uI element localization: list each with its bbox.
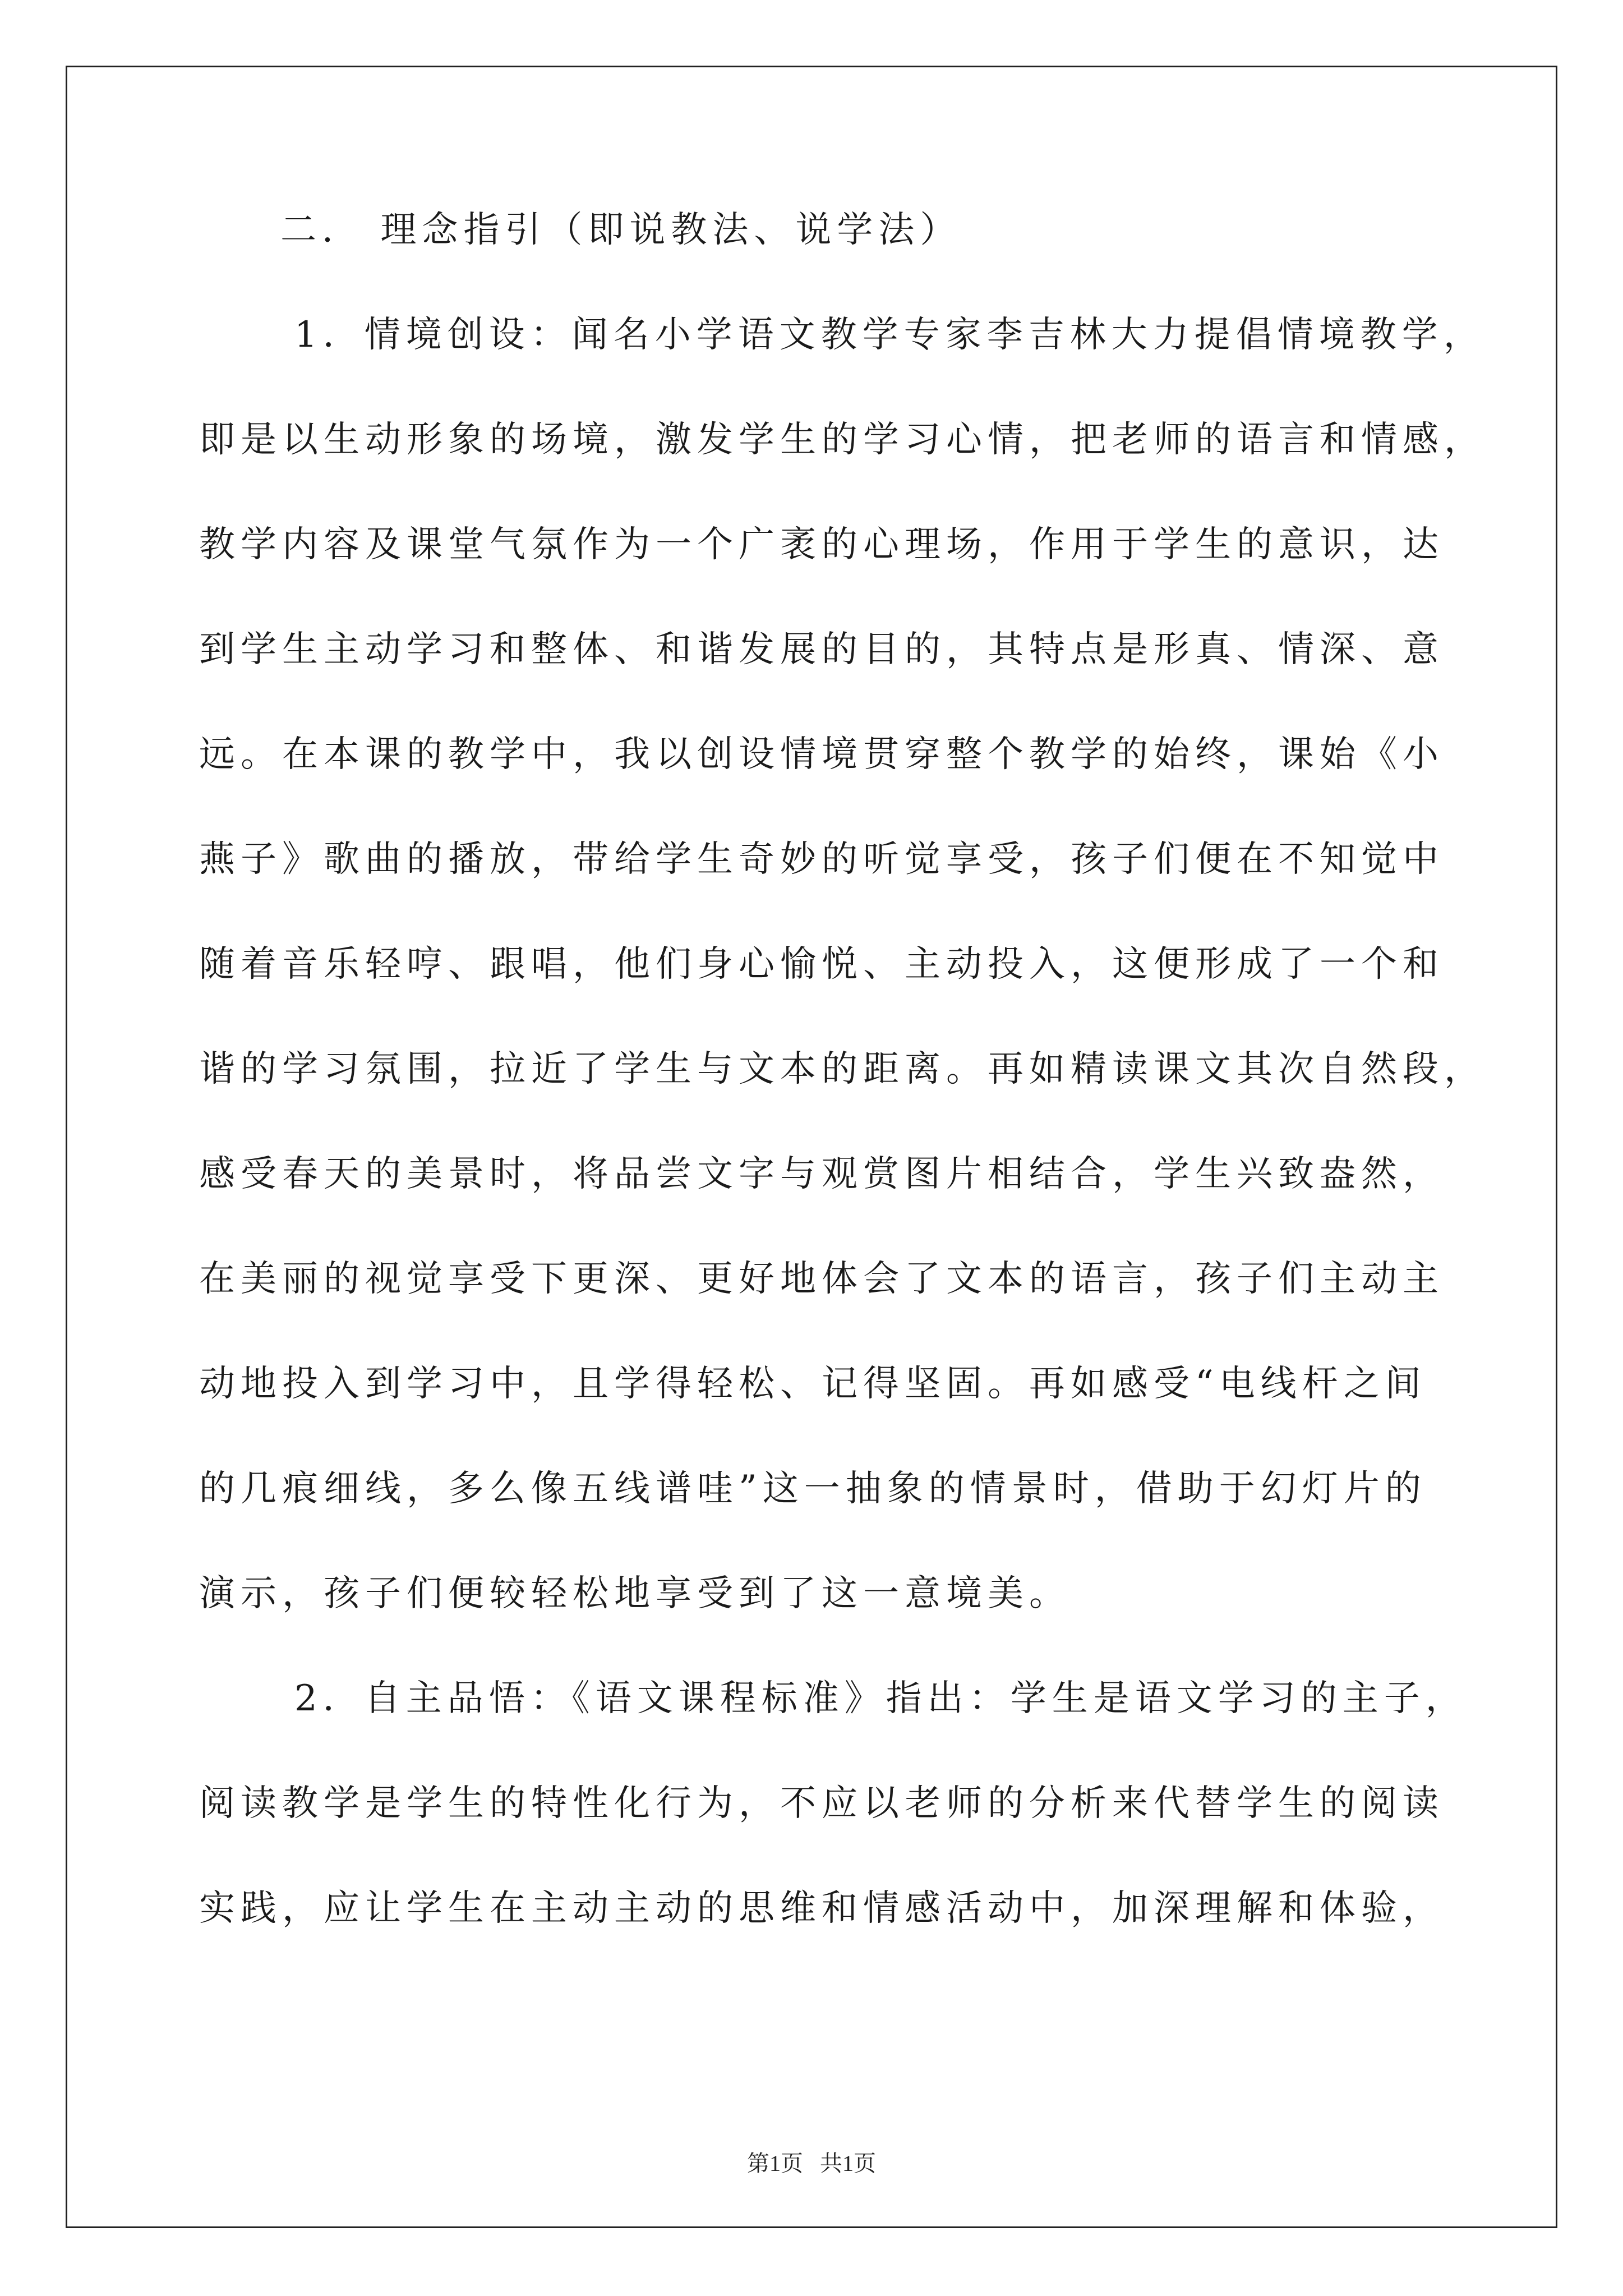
paragraph-line: 阅读教学是学生的特性化行为，不应以老师的分析来代替学生的阅读 xyxy=(199,1783,1444,1824)
paragraph-line: 远。在本课的教学中，我以创设情境贯穿整个教学的始终，课始《小 xyxy=(199,734,1444,775)
paragraph-line: 即是以生动形象的场境，激发学生的学习心情，把老师的语言和情感， xyxy=(199,419,1486,461)
paragraph-line: 演示，孩子们便较轻松地享受到了这一意境美。 xyxy=(199,1573,1071,1614)
paragraph-line: 动地投入到学习中，且学得轻松、记得坚固。再如感受“电线杆之间 xyxy=(199,1363,1427,1405)
paragraph-line: 燕子》歌曲的播放，带给学生奇妙的听觉享受，孩子们便在不知觉中 xyxy=(199,839,1444,880)
paragraph-line: 教学内容及课堂气氛作为一个广袤的心理场，作用于学生的意识，达 xyxy=(199,524,1444,565)
paragraph-line: 随着音乐轻哼、跟唱，他们身心愉悦、主动投入，这便形成了一个和 xyxy=(199,944,1444,985)
section-heading: 二． 理念指引（即说教法、说学法） xyxy=(280,209,962,251)
paragraph-line: 实践，应让学生在主动主动的思维和情感活动中，加深理解和体验， xyxy=(199,1888,1444,1929)
paragraph-line: 感受春天的美景时，将品尝文字与观赏图片相结合，学生兴致盎然， xyxy=(199,1153,1444,1195)
paragraph-line: 谐的学习氛围，拉近了学生与文本的距离。再如精读课文其次自然段， xyxy=(199,1048,1486,1090)
paragraph-line: 1．情境创设：闻名小学语文教学专家李吉林大力提倡情境教学， xyxy=(294,314,1485,356)
paragraph-line: 在美丽的视觉享受下更深、更好地体会了文本的语言，孩子们主动主 xyxy=(199,1258,1444,1300)
page-number-footer: 第1页 共1页 xyxy=(747,2151,876,2176)
paragraph-line: 2．自主品悟：《语文课程标准》指出：学生是语文学习的主子， xyxy=(294,1678,1467,1719)
paragraph-line: 到学生主动学习和整体、和谐发展的目的，其特点是形真、情深、意 xyxy=(199,629,1444,670)
paragraph-line: 的几痕细线，多么像五线谱哇”这一抽象的情景时，借助于幻灯片的 xyxy=(199,1468,1427,1510)
